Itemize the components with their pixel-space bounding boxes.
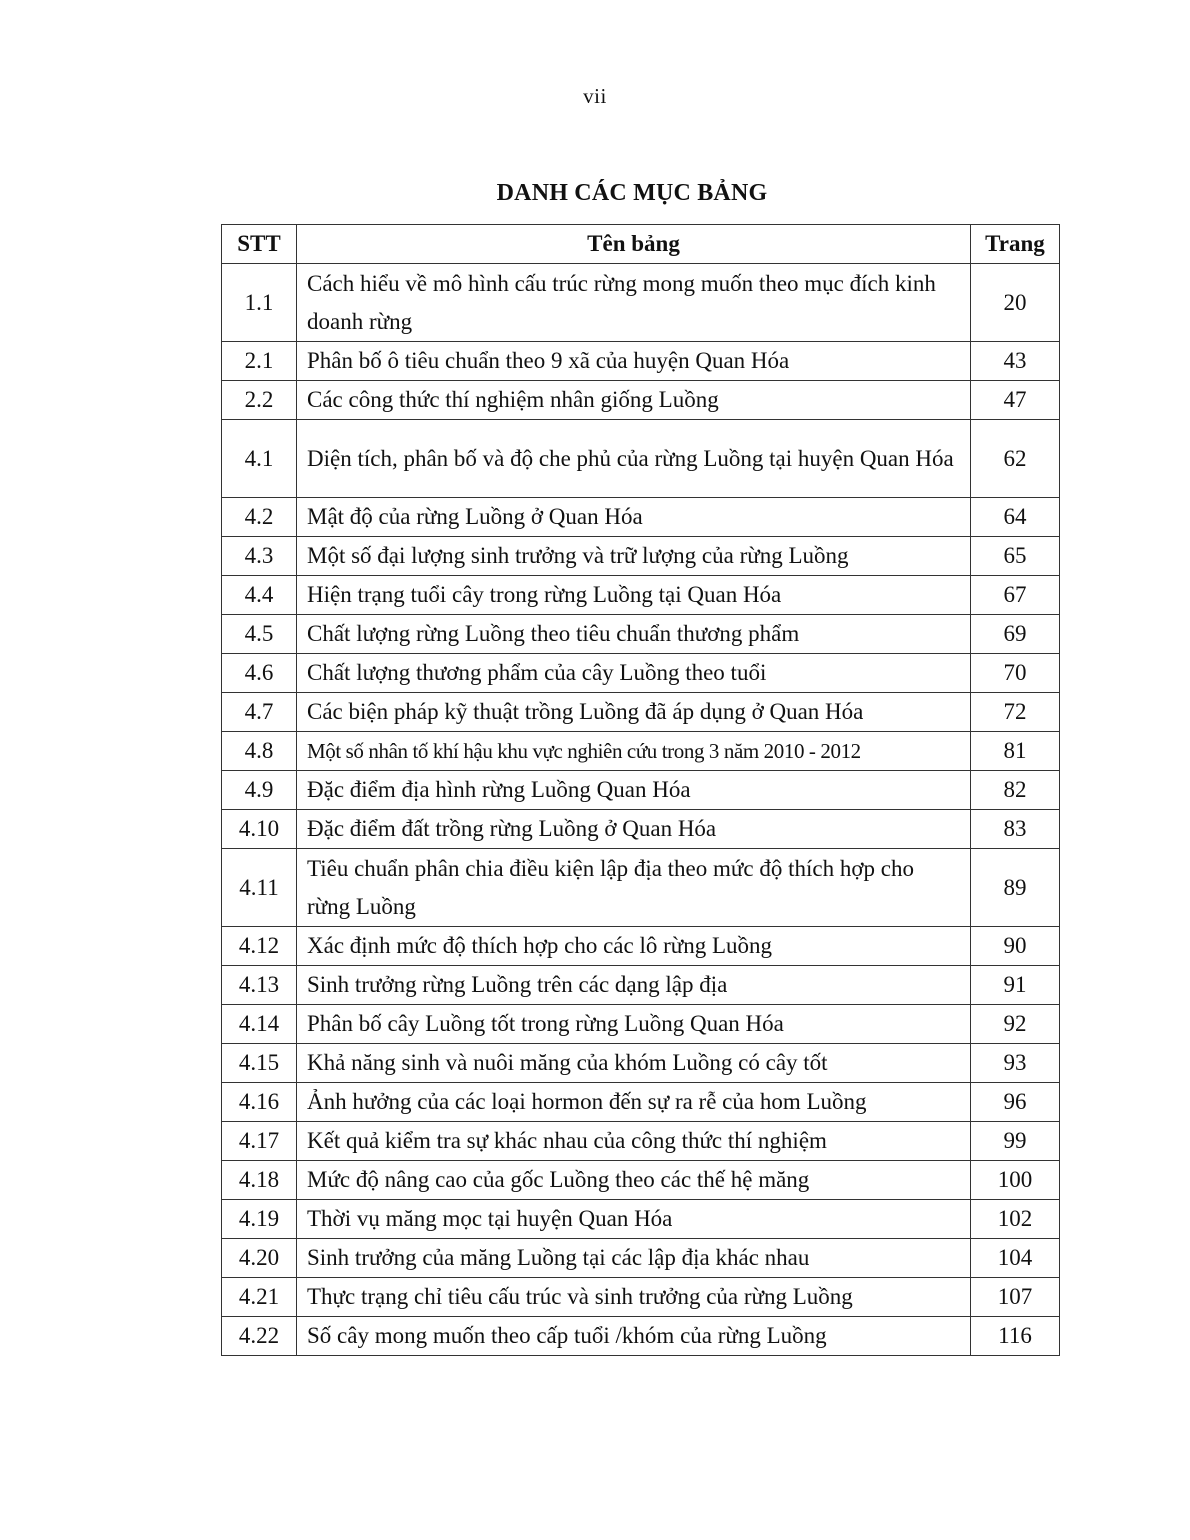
row-page: 116 (971, 1317, 1060, 1356)
table-row (222, 1044, 1060, 1083)
table-row (222, 1122, 1060, 1161)
row-stt: 4.21 (222, 1278, 297, 1317)
row-stt: 4.17 (222, 1122, 297, 1161)
row-name: Sinh trưởng rừng Luồng trên các dạng lập địa (297, 966, 971, 1005)
row-name: Phân bố cây Luồng tốt trong rừng Luồng Quan Hóa (297, 1005, 971, 1044)
row-page: 69 (971, 615, 1060, 654)
row-page: 104 (971, 1239, 1060, 1278)
row-stt: 4.4 (222, 576, 297, 615)
row-stt: 4.19 (222, 1200, 297, 1239)
page-title: DANH CÁC MỤC BẢNG (496, 180, 768, 206)
row-stt: 4.11 (222, 849, 297, 927)
row-stt: 4.9 (222, 771, 297, 810)
table-row (222, 1239, 1060, 1278)
table-row (222, 420, 1060, 498)
row-name: Thực trạng chỉ tiêu cấu trúc và sinh trưởng của rừng Luồng (297, 1278, 971, 1317)
row-page: 93 (971, 1044, 1060, 1083)
row-stt: 2.2 (222, 381, 297, 420)
row-name: Mật độ của rừng Luồng ở Quan Hóa (297, 498, 971, 537)
row-page: 47 (971, 381, 1060, 420)
row-name: Khả năng sinh và nuôi măng của khóm Luồng có cây tốt (297, 1044, 971, 1083)
table-row (222, 576, 1060, 615)
row-page: 107 (971, 1278, 1060, 1317)
row-stt: 4.13 (222, 966, 297, 1005)
row-name: Xác định mức độ thích hợp cho các lô rừng Luồng (297, 927, 971, 966)
row-stt: 4.1 (222, 420, 297, 498)
table-row (222, 381, 1060, 420)
table-row (222, 927, 1060, 966)
table-row (222, 615, 1060, 654)
row-name: Đặc điểm địa hình rừng Luồng Quan Hóa (297, 771, 971, 810)
row-name: Phân bố ô tiêu chuẩn theo 9 xã của huyện Quan Hóa (297, 342, 971, 381)
row-name: Ảnh hưởng của các loại hormon đến sự ra rễ của hom Luồng (297, 1083, 971, 1122)
table-row (222, 1317, 1060, 1356)
row-name: Một số đại lượng sinh trưởng và trữ lượng của rừng Luồng (297, 537, 971, 576)
row-name: Hiện trạng tuổi cây trong rừng Luồng tại Quan Hóa (297, 576, 971, 615)
row-name: Sinh trưởng của măng Luồng tại các lập địa khác nhau (297, 1239, 971, 1278)
row-stt: 4.16 (222, 1083, 297, 1122)
row-stt: 4.15 (222, 1044, 297, 1083)
row-page: 91 (971, 966, 1060, 1005)
table-of-tables (221, 224, 1060, 1356)
row-name: Đặc điểm đất trồng rừng Luồng ở Quan Hóa (297, 810, 971, 849)
row-page: 102 (971, 1200, 1060, 1239)
header-name: Tên bảng (297, 225, 971, 264)
table-row (222, 810, 1060, 849)
row-page: 65 (971, 537, 1060, 576)
row-name: Các biện pháp kỹ thuật trồng Luồng đã áp dụng ở Quan Hóa (297, 693, 971, 732)
table-row (222, 1005, 1060, 1044)
row-name: Một số nhân tố khí hậu khu vực nghiên cứu trong 3 năm 2010 - 2012 (297, 732, 971, 771)
table-row (222, 1200, 1060, 1239)
row-page: 96 (971, 1083, 1060, 1122)
table-row (222, 966, 1060, 1005)
row-stt: 4.20 (222, 1239, 297, 1278)
table-row (222, 1161, 1060, 1200)
row-name: Cách hiểu về mô hình cấu trúc rừng mong muốn theo mục đích kinh doanh rừng (297, 264, 971, 342)
row-page: 64 (971, 498, 1060, 537)
row-stt: 2.1 (222, 342, 297, 381)
header-stt: STT (222, 225, 297, 264)
row-stt: 4.14 (222, 1005, 297, 1044)
table-row (222, 342, 1060, 381)
row-page: 72 (971, 693, 1060, 732)
table-row (222, 771, 1060, 810)
row-name: Chất lượng thương phẩm của cây Luồng theo tuổi (297, 654, 971, 693)
row-stt: 1.1 (222, 264, 297, 342)
table-row (222, 537, 1060, 576)
row-page: 81 (971, 732, 1060, 771)
row-stt: 4.12 (222, 927, 297, 966)
row-name: Kết quả kiểm tra sự khác nhau của công thức thí nghiệm (297, 1122, 971, 1161)
table-header-row (222, 225, 1060, 264)
table-row (222, 732, 1060, 771)
row-stt: 4.2 (222, 498, 297, 537)
row-page: 92 (971, 1005, 1060, 1044)
row-stt: 4.10 (222, 810, 297, 849)
table-row (222, 1278, 1060, 1317)
row-page: 83 (971, 810, 1060, 849)
row-name: Diện tích, phân bố và độ che phủ của rừng Luồng tại huyện Quan Hóa (297, 420, 971, 498)
table-row (222, 849, 1060, 927)
row-name: Các công thức thí nghiệm nhân giống Luồng (297, 381, 971, 420)
row-page: 90 (971, 927, 1060, 966)
row-page: 20 (971, 264, 1060, 342)
row-page: 43 (971, 342, 1060, 381)
row-page: 62 (971, 420, 1060, 498)
table-row (222, 693, 1060, 732)
row-name: Thời vụ măng mọc tại huyện Quan Hóa (297, 1200, 971, 1239)
row-name: Chất lượng rừng Luồng theo tiêu chuẩn thương phẩm (297, 615, 971, 654)
row-page: 99 (971, 1122, 1060, 1161)
table-row (222, 264, 1060, 342)
row-name: Mức độ nâng cao của gốc Luồng theo các thế hệ măng (297, 1161, 971, 1200)
header-page: Trang (971, 225, 1060, 264)
row-stt: 4.8 (222, 732, 297, 771)
row-stt: 4.6 (222, 654, 297, 693)
table-row (222, 498, 1060, 537)
table-row (222, 1083, 1060, 1122)
row-stt: 4.5 (222, 615, 297, 654)
row-stt: 4.7 (222, 693, 297, 732)
row-stt: 4.3 (222, 537, 297, 576)
row-page: 67 (971, 576, 1060, 615)
row-name: Số cây mong muốn theo cấp tuổi /khóm của rừng Luồng (297, 1317, 971, 1356)
table-row (222, 654, 1060, 693)
row-stt: 4.18 (222, 1161, 297, 1200)
row-page: 89 (971, 849, 1060, 927)
page-number: vii (583, 84, 607, 108)
row-page: 70 (971, 654, 1060, 693)
row-stt: 4.22 (222, 1317, 297, 1356)
row-page: 100 (971, 1161, 1060, 1200)
row-page: 82 (971, 771, 1060, 810)
row-name: Tiêu chuẩn phân chia điều kiện lập địa theo mức độ thích hợp cho rừng Luồng (297, 849, 971, 927)
